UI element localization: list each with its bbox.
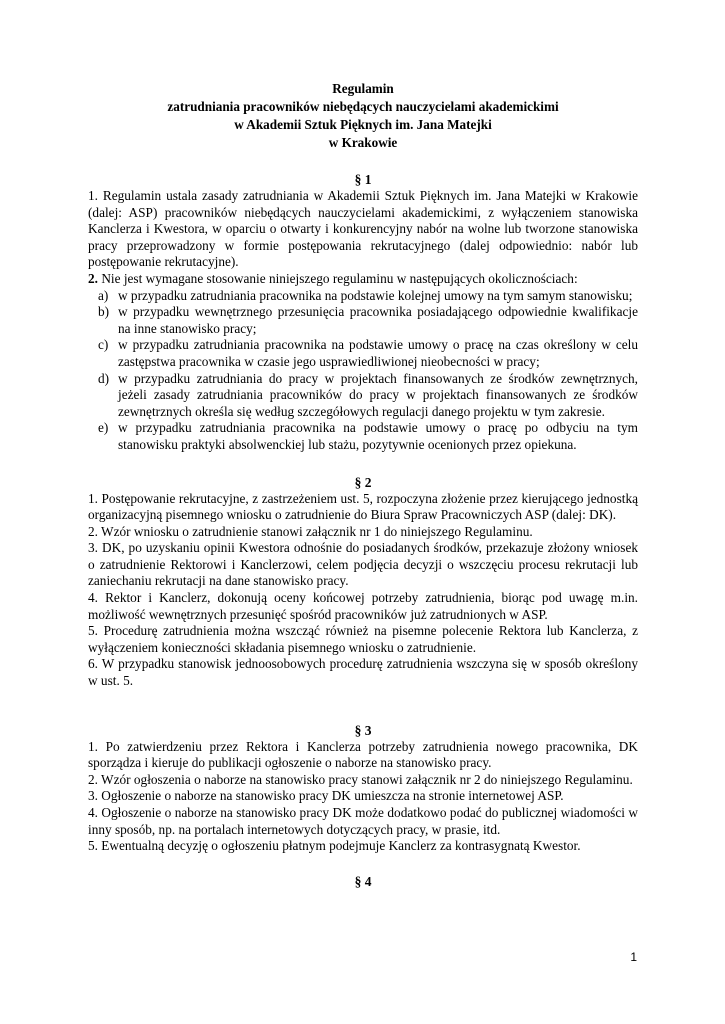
section-2-paragraph-3: 3. DK, po uzyskaniu opinii Kwestora odnośnie do posiadanych środków, przekazuje złożony wniosek o zatrudnienie Rektorowi i Kanclerzowi, celem podjęcia decyzji o wszczęciu procesu rekrutacji lub zaniechaniu rekrutacji na dane stanowisko pracy. [88,540,638,589]
section-1-paragraph-2-text: Nie jest wymagane stosowanie niniejszego regulaminu w następujących okolicznościach: [101,270,578,286]
section-2-paragraph-5: 5. Procedurę zatrudnienia można wszcząć również na pisemne polecenie Rektora lub Kanclerza, z wyłączeniem konieczności składania pisemnego wniosku o zatrudnienie. [88,623,638,655]
document-page [88,80,638,890]
section-3-paragraph-4: 4. Ogłoszenie o naborze na stanowisko pracy DK może dodatkowo podać do publicznej wiadomości w inny sposób, np. na portalach internetowych dotyczących pracy, w prasie, itd. [88,805,638,837]
list-item-marker: c) [98,337,109,353]
list-item-marker: b) [98,304,110,320]
list-item [88,420,638,453]
section-1-paragraph-1-number: 1. [88,188,98,203]
list-item-marker: d) [98,370,110,386]
list-item-text: w przypadku wewnętrznego przesunięcia pracownika posiadającego odpowiednie kwalifikacje na inne stanowisko pracy; [118,304,638,336]
section-3-paragraph-1: 1. Po zatwierdzeniu przez Rektora i Kanclerza potrzeby zatrudnienia nowego pracownika, DK sporządza i kieruje do publikacji ogłoszenie o naborze na stanowisko pracy. [88,738,638,771]
list-item-marker: e) [98,420,109,436]
list-item-marker: a) [98,287,109,303]
section-1-heading: § 1 [354,172,372,187]
section-1-paragraph-1 [88,188,638,271]
section-1-paragraph-1-text: Regulamin ustala zasady zatrudniania w Akademii Sztuk Pięknych im. Jana Matejki w Krakowie (dalej: ASP) pracowników niebędących nauczycielami akademickimi, z wyłączeniem stanowiska Kanclerza i Kwestora, w oparciu o otwarty i konkurencyjny nabór na wolne lub tworzone stanowiska pracy przeprowadzony w formie postępowania rekrutacyjnego (dalej odpowiednio: nabór lub postępowanie rekrutacyjne). [88,188,638,270]
list-item [88,288,638,305]
list-item [88,337,638,370]
section-3-heading: § 3 [354,722,372,738]
list-item-text: w przypadku zatrudniania do pracy w projektach finansowanych ze środków zewnętrznych, jeżeli zasady zatrudniania pracowników do pracy w projektach finansowanych ze środków zewnętrznych określa się według szczegółowych regulacji danego projektu w tym zakresie. [118,370,638,419]
section-2-heading: § 2 [354,474,372,490]
section-2-paragraph-6: 6. W przypadku stanowisk jednoosobowych procedurę zatrudnienia wszczyna się w sposób określony w ust. 5. [88,656,638,689]
title-line-1: Regulamin [332,81,394,96]
section-3-paragraph-5: 5. Ewentualną decyzję o ogłoszeniu płatnym podejmuje Kanclerz za kontrasygnatą Kwestor. [88,838,581,854]
section-2-paragraph-4: 4. Rektor i Kanclerz, dokonują oceny końcowej potrzeby zatrudnienia, biorąc pod uwagę m.in. możliwość wewnętrznych przesunięć spośród pracowników już zatrudnionych w ASP. [88,590,638,622]
title-line-2: zatrudniania pracowników niebędących nauczycielami akademickimi [167,99,559,114]
list-item-text: w przypadku zatrudniania pracownika na podstawie kolejnej umowy na tym samym stanowisku; [118,287,633,303]
document-title [88,80,638,152]
section-3-paragraph-2: 2. Wzór ogłoszenia o naborze na stanowisko pracy stanowi załącznik nr 2 do niniejszego Regulaminu. [88,771,633,787]
page-number: 1 [630,950,637,964]
title-line-4: w Krakowie [328,135,398,150]
section-1-exceptions-list [88,288,638,454]
section-3-paragraph-3: 3. Ogłoszenie o naborze na stanowisko pracy DK umieszcza na stronie internetowej ASP. [88,788,564,804]
list-item-text: w przypadku zatrudniania pracownika na podstawie umowy o pracę po odbyciu na tym stanowisku praktyki absolwenckiej lub stażu, pozytywnie ocenionych przez opiekuna. [118,420,638,452]
list-item [88,371,638,421]
section-1-paragraph-2 [88,271,638,288]
list-item-text: w przypadku zatrudniania pracownika na podstawie umowy o pracę na czas określony w celu zastępstwa pracownika w czasie jego usprawiedliwionej nieobecności w pracy; [118,337,638,369]
section-2-paragraph-2: 2. Wzór wniosku o zatrudnienie stanowi załącznik nr 1 do niniejszego Regulaminu. [88,523,533,539]
section-1-paragraph-2-number: 2. [88,270,98,286]
title-line-3: w Akademii Sztuk Pięknych im. Jana Matejki [234,117,492,132]
section-2-paragraph-1: 1. Postępowanie rekrutacyjne, z zastrzeżeniem ust. 5, rozpoczyna złożenie przez kierującego jednostką organizacyjną pisemnego wniosku o zatrudnienie do Biura Spraw Pracowniczych ASP (dalej: DK). [88,490,638,523]
section-4-heading: § 4 [354,873,372,889]
list-item [88,304,638,337]
